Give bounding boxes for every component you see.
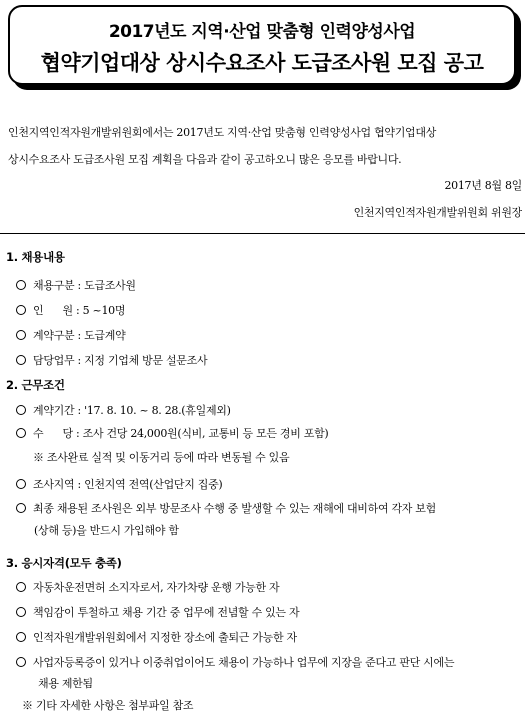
- list-item: 수 당 : 조사 건당 24,000원(식비, 교통비 등 모든 경비 포함): [16, 425, 328, 441]
- list-item: 책임감이 투철하고 채용 기간 중 업무에 전념할 수 있는 자: [16, 604, 299, 620]
- circle-bullet-icon: [16, 305, 26, 315]
- circle-bullet-icon: [16, 428, 26, 438]
- title-line-1: 2017년도 지역·산업 맞춤형 인력양성사업: [108, 22, 416, 42]
- circle-bullet-icon: [16, 632, 26, 642]
- circle-bullet-icon: [16, 405, 26, 415]
- list-item: 자동차운전면허 소지자로서, 자가차량 운행 가능한 자: [16, 579, 279, 595]
- title-box: [8, 5, 516, 85]
- list-item: 사업자등록증이 있거나 이중취업이어도 채용이 가능하나 업무에 지장을 준다고 판단 시에는: [16, 654, 454, 670]
- list-item: 담당업무 : 지정 기업체 방문 설문조사: [16, 352, 207, 368]
- circle-bullet-icon: [16, 479, 26, 489]
- note: ※ 조사완료 실적 및 이동거리 등에 따라 변동될 수 있음: [33, 451, 290, 464]
- section-2-heading: 2. 근무조건: [6, 378, 65, 392]
- section-1-heading: 1. 채용내용: [6, 250, 65, 264]
- circle-bullet-icon: [16, 503, 26, 513]
- list-item: 계약기간 : '17. 8. 10. ~ 8. 28.(휴일제외): [16, 402, 231, 418]
- issuer: 인천지역인적자원개발위원회 위원장: [353, 206, 522, 219]
- intro-line-2: 상시수요조사 도급조사원 모집 계획을 다음과 같이 공고하오니 많은 응모를 바랍니다.: [8, 153, 402, 166]
- circle-bullet-icon: [16, 657, 26, 667]
- list-item: 최종 채용된 조사원은 외부 방문조사 수행 중 발생할 수 있는 재해에 대비하여 각자 보험: [16, 500, 518, 516]
- circle-bullet-icon: [16, 355, 26, 365]
- list-item: 채용구분 : 도급조사원: [16, 277, 136, 293]
- list-item-continuation: 채용 제한됨: [38, 677, 93, 690]
- circle-bullet-icon: [16, 607, 26, 617]
- list-item: 인적자원개발위원회에서 지정한 장소에 출퇴근 가능한 자: [16, 629, 297, 645]
- circle-bullet-icon: [16, 582, 26, 592]
- circle-bullet-icon: [16, 280, 26, 290]
- divider: [0, 233, 525, 234]
- circle-bullet-icon: [16, 330, 26, 340]
- footer-note: ※ 기타 자세한 사항은 첨부파일 참조: [22, 699, 194, 712]
- list-item: 계약구분 : 도급계약: [16, 327, 125, 343]
- list-item: 인 원 : 5 ~10명: [16, 302, 125, 318]
- list-item-continuation: (상해 등)을 반드시 가입해야 함: [34, 524, 179, 537]
- intro-line-1: 인천지역인적자원개발위원회에서는 2017년도 지역·산업 맞춤형 인력양성사업 협약기업대상: [8, 126, 437, 139]
- announcement-date: 2017년 8월 8일: [444, 179, 522, 192]
- list-item: 조사지역 : 인천지역 전역(산업단지 집중): [16, 476, 222, 492]
- title-line-2: 협약기업대상 상시수요조사 도급조사원 모집 공고: [40, 51, 484, 75]
- section-3-heading: 3. 응시자격(모두 충족): [6, 556, 122, 570]
